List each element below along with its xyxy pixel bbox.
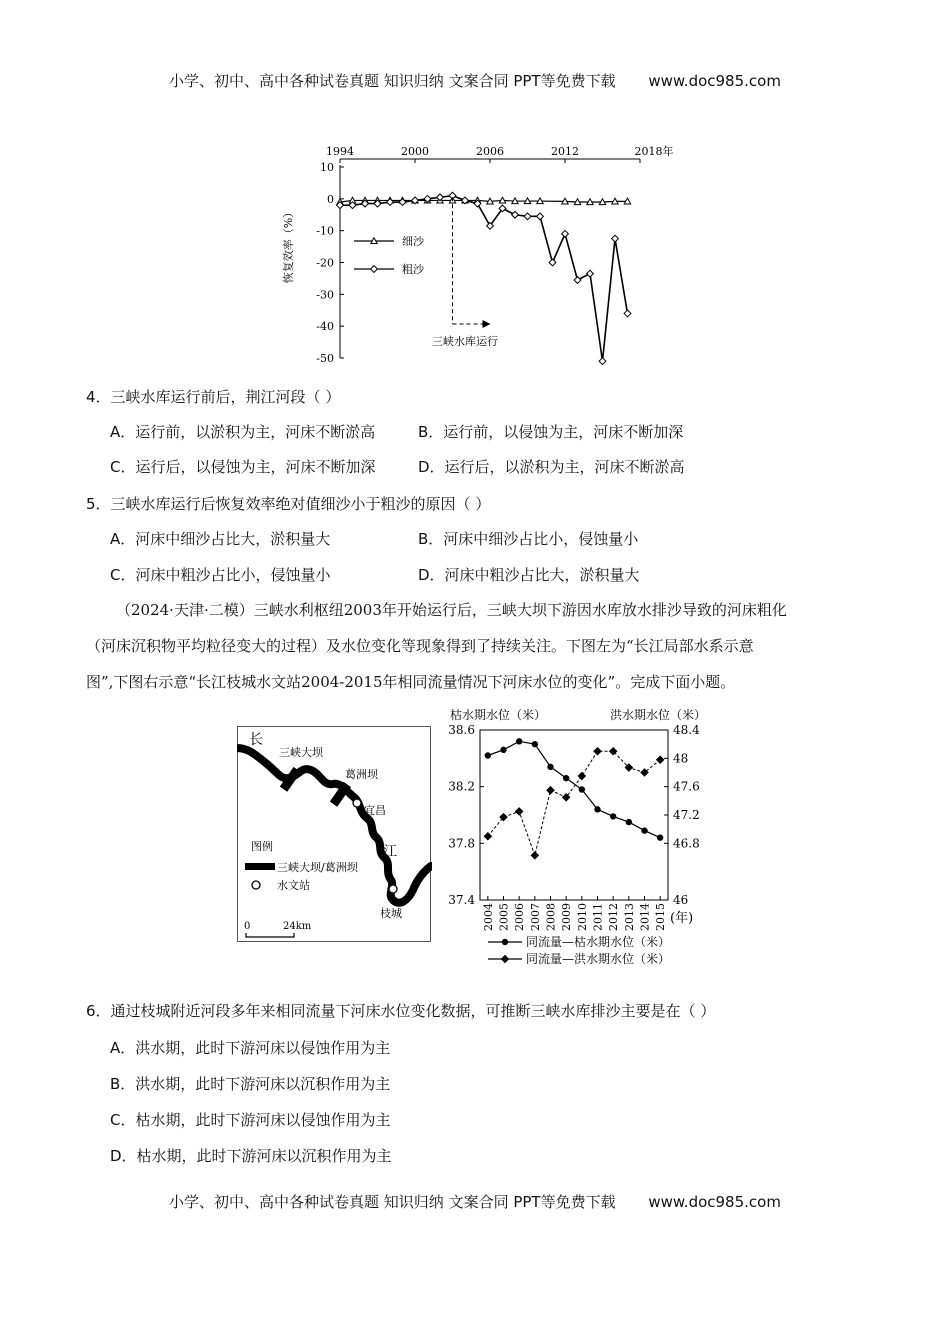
fig2-right-tick-label: 47.2 [673,808,700,822]
fig2-legend-label: 同流量—枯水期水位（米） [526,935,671,949]
label-three-gorges-dam: 三峡大坝 [279,746,323,759]
fig1-annotation-arrow-head-icon [483,320,491,328]
fig1-point-coarse-sand [399,199,406,206]
fig1-x-tick-label: 2000 [401,145,429,158]
fig1-series-line-triangle [340,200,628,202]
fig1-legend-diamond-icon [371,266,378,273]
passage [86,592,866,700]
fig2-right-title: 洪水期水位（米） [610,708,707,722]
river-char-chang: 长 [249,732,263,748]
fig1-x-tick-label: 1994 [326,145,354,158]
fig2-right-tick-label: 47.6 [673,779,700,794]
fig2-flood-season-point [657,756,664,763]
fig2-flood-season-line [488,751,660,855]
scale-distance: 24km [283,921,312,932]
fig2-left-tick-label: 37.4 [448,893,475,907]
fig2-dry-season-point [594,806,600,812]
fig2-x-tick-label: 2011 [591,903,605,931]
fig2-right-tick-label: 48 [673,751,689,766]
label-yichang: 宜昌 [364,804,386,817]
q4-option-b[interactable]: B．运行前，以侵蚀为主，河床不断加深 [418,423,684,441]
label-gezhouba: 葛洲坝 [345,768,378,781]
legend-dam-icon [245,863,275,870]
fig1-annotation-label: 三峡水库运行 [432,335,498,348]
fig1-point-coarse-sand [587,270,594,277]
fig2-legend [488,934,670,966]
label-zhicheng: 枝城 [380,907,402,920]
fig2-dry-season-point [500,747,506,753]
fig1-x-ticks [326,144,674,163]
fig2-dry-season-point [641,827,647,833]
fig2-x-tick-label: 2014 [638,903,652,931]
fig2-flood-season-point [516,808,523,815]
fig1-x-tick-label: 2018年 [634,145,674,158]
question-4-stem: 4．三峡水库运行前后，荆江河段（ ） [86,388,341,406]
fig2-dry-season-point [547,764,553,770]
q4-option-c[interactable]: C．运行后，以侵蚀为主，河床不断加深 [110,458,376,476]
q5-option-c[interactable]: C．河床中粗沙占比小，侵蚀量小 [110,566,331,584]
fig1-y-tick-label: -10 [316,224,334,238]
fig1-point-coarse-sand [612,235,619,242]
fig2-x-tick-label: 2015 [654,903,668,931]
fig1-legend [354,234,425,276]
q4-option-d[interactable]: D．运行后，以淤积为主，河床不断淤高 [418,458,685,476]
fig2-flood-season-point [484,833,491,840]
legend-title: 图例 [251,840,273,853]
fig2-left-tick-label: 38.6 [448,723,475,737]
fig2-x-tick-label: 2012 [607,903,621,931]
fig2-flood-season-point [531,852,538,859]
question-5-stem: 5．三峡水库运行后恢复效率绝对值细沙小于粗沙的原因（ ） [86,495,491,513]
fig2-x-tick-label: 2007 [528,903,542,931]
q5-option-b[interactable]: B．河床中细沙占比小，侵蚀量小 [418,530,639,548]
passage-line-3: 图”,下图右示意“长江枝城水文站2004-2015年相同流量情况下河床水位的变化”。完成下面小题。 [86,673,736,691]
figure-1-recovery-efficiency-chart [270,140,690,370]
q6-option-a[interactable]: A．洪水期，此时下游河床以侵蚀作用为主 [110,1039,391,1057]
fig2-x-tick-label: 2006 [513,903,527,931]
fig1-legend-label: 细沙 [402,235,424,248]
passage-line-1: （2024·天津·二模）三峡水利枢纽2003年开始运行后，三峡大坝下游因水库放水排沙导致的河床粗化 [116,601,787,619]
legend-dam-label: 三峡大坝/葛洲坝 [277,861,358,874]
q6-option-c[interactable]: C．枯水期，此时下游河床以侵蚀作用为主 [110,1111,391,1129]
fig2-right-tick-label: 48.4 [673,723,700,737]
fig1-y-tick-label: -50 [316,352,334,365]
fig2-x-ticks [482,896,667,931]
fig2-series [484,738,664,859]
fig2-left-tick-label: 38.2 [448,779,475,794]
fig1-point-coarse-sand [537,213,544,220]
fig2-legend-circle-icon [502,939,508,945]
fig2-flood-season-point [594,748,601,755]
q6-option-b[interactable]: B．洪水期，此时下游河床以沉积作用为主 [110,1075,391,1093]
fig2-x-tick-label: 2009 [560,903,574,931]
fig1-y-tick-label: -30 [316,288,334,302]
fig2-plot-frame [480,730,668,900]
q5-option-a[interactable]: A．河床中细沙占比大，淤积量大 [110,530,331,548]
fig1-point-coarse-sand [512,211,519,218]
footer-text: 小学、初中、高中各种试卷真题 知识归纳 文案合同 PPT等免费下载 [169,1193,616,1211]
page-footer [0,1191,950,1212]
fig2-flood-season-point [578,772,585,779]
fig1-point-coarse-sand [562,230,569,237]
fig1-point-coarse-sand [574,277,581,284]
fig1-y-label: 恢复效率（%） [282,206,295,284]
fig2-left-title: 枯水期水位（米） [450,708,547,722]
fig1-point-coarse-sand [599,358,606,365]
fig2-dry-season-point [610,813,616,819]
river-char-jiang: 江 [383,844,397,860]
fig2-dry-season-point [579,786,585,792]
fig1-point-coarse-sand [387,199,394,206]
fig2-x-tick-label: 2005 [497,903,511,931]
fig1-point-coarse-sand [549,259,556,266]
fig2-left-ticks [448,723,484,907]
fig2-legend-label: 同流量—洪水期水位（米） [526,952,671,966]
q6-option-d[interactable]: D．枯水期，此时下游河床以沉积作用为主 [110,1147,392,1165]
yangtze-river-map [237,726,432,942]
header-site: www.doc985.com [648,72,781,90]
question-6-stem: 6．通过枝城附近河段多年来相同流量下河床水位变化数据，可推断三峡水库排沙主要是在（ ） [86,1002,716,1020]
fig2-right-tick-label: 46 [673,893,689,907]
fig1-y-tick-label: -20 [316,256,334,270]
fig2-x-tick-label: 2008 [544,903,558,931]
fig1-point-coarse-sand [437,194,444,201]
fig2-dry-season-point [626,819,632,825]
fig1-y-tick-label: 10 [320,161,334,174]
fig1-x-tick-label: 2006 [476,145,504,158]
fig2-x-tick-label: 2010 [575,903,589,931]
fig1-legend-label: 粗沙 [402,263,424,276]
fig2-dry-season-point [485,752,491,758]
fig1-y-tick-label: 0 [327,192,334,206]
header-text: 小学、初中、高中各种试卷真题 知识归纳 文案合同 PPT等免费下载 [169,72,616,90]
figure-2-water-level-chart [438,700,728,972]
fig2-dry-season-point [563,775,569,781]
fig2-legend-diamond-icon [501,955,508,962]
fig2-right-tick-label: 46.8 [673,836,700,851]
fig2-right-ticks [664,723,700,907]
fig2-flood-season-point [563,794,570,801]
fig2-dry-season-point [516,738,522,744]
fig1-annotation [432,197,498,348]
zhicheng-station-icon [389,885,397,893]
fig2-x-tick-label: 2013 [622,903,636,931]
fig1-x-tick-label: 2012 [551,145,579,158]
fig2-dry-season-point [532,741,538,747]
fig2-flood-season-point [547,787,554,794]
fig2-dry-season-point [657,834,663,840]
legend-station-label: 水文站 [277,879,310,892]
page-header [0,70,950,91]
footer-site: www.doc985.com [648,1193,781,1211]
fig2-x-tick-label: 2004 [481,903,495,931]
fig1-y-tick-label: -40 [316,320,334,334]
fig1-point-coarse-sand [624,310,631,317]
legend-station-icon [252,881,260,889]
passage-line-2: （河床沉积物平均粒径变大的过程）及水位变化等现象得到了持续关注。下图左为“长江局部水系示意 [86,637,754,655]
q5-option-d[interactable]: D．河床中粗沙占比大，淤积量大 [418,566,640,584]
fig1-y-axis [316,161,344,365]
q4-option-a[interactable]: A．运行前，以淤积为主，河床不断淤高 [110,423,376,441]
yichang-station-icon [353,799,361,807]
fig2-dry-season-line [488,741,660,837]
fig2-x-unit: (年) [670,911,694,926]
scale-zero: 0 [244,921,251,932]
fig1-point-coarse-sand [524,213,531,220]
fig2-left-tick-label: 37.8 [448,836,475,851]
